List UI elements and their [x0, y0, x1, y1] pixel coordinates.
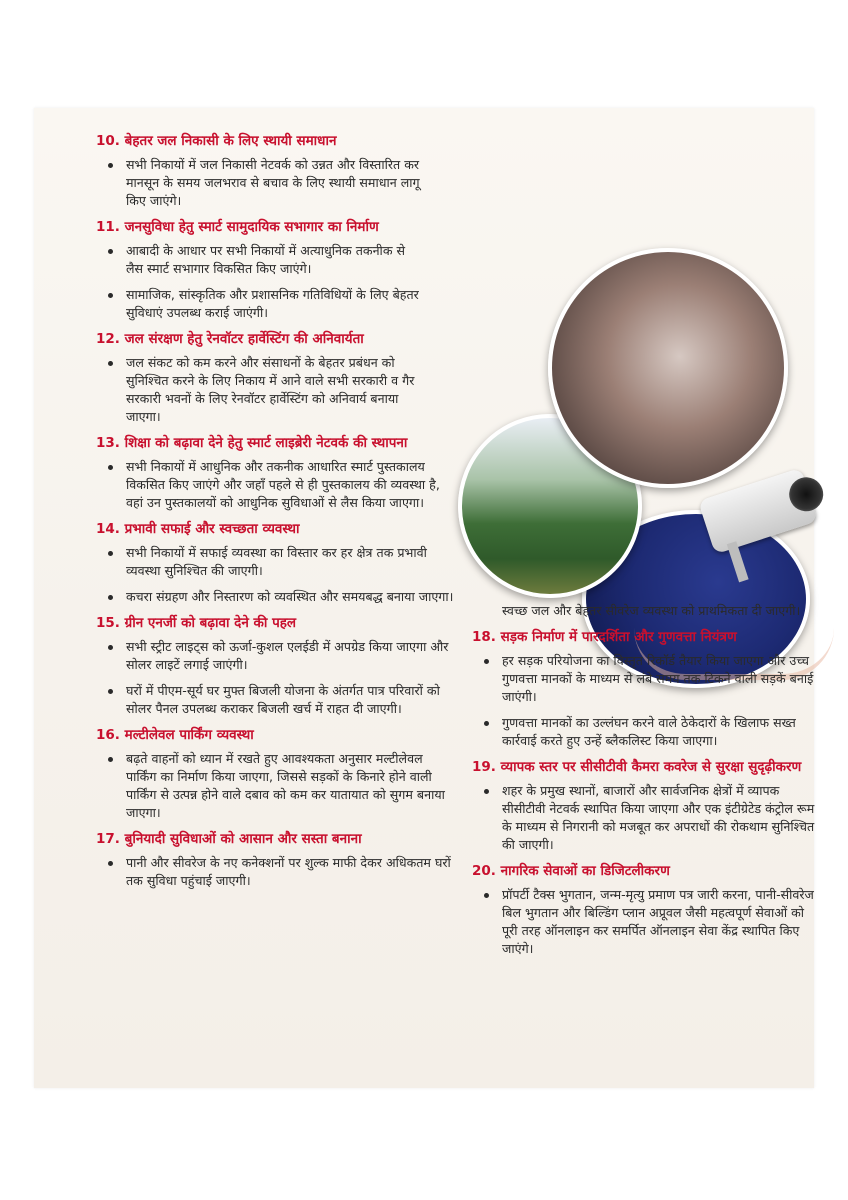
bullet-item: स्वच्छ जल और बेहतर सीवरेज व्यवस्था को प्राथमिकता दी जाएगी। — [502, 603, 801, 618]
bullet-item: प्रॉपर्टी टैक्स भुगतान, जन्म-मृत्यु प्रमाण पत्र जारी करना, पानी-सीवरेज बिल भुगतान और बिल्डिंग प्लान अप्रूवल जैसी महत्वपूर्ण सेवाओं को पूरी तरह ऑनलाइन कर समर्पित ऑनलाइन सेवा केंद्र स्थापित किए जाएंगे। — [472, 886, 822, 958]
bullet-item: कचरा संग्रहण और निस्तारण को व्यवस्थित और समयबद्ध बनाया जाएगा। — [96, 588, 456, 606]
bullet-item: घरों में पीएम-सूर्य घर मुफ्त बिजली योजना के अंतर्गत पात्र परिवारों को सोलर पैनल उपलब्ध कराकर बिजली खर्च में राहत दी जाएगी। — [96, 682, 456, 718]
bullet-item: बढ़ते वाहनों को ध्यान में रखते हुए आवश्यकता अनुसार मल्टीलेवल पार्किंग का निर्माण किया जाएगा, जिससे सड़कों के किनारे होने वाली पार्किंग से उत्पन्न होने वाले दबाव को कम कर यातायात को सुगम बनाया जाएगा। — [96, 750, 456, 822]
bullet-item: सामाजिक, सांस्कृतिक और प्रशासनिक गतिविधियों के लिए बेहतर सुविधाएं उपलब्ध कराई जाएंगी। — [96, 286, 426, 322]
bullet-item: गुणवत्ता मानकों का उल्लंघन करने वाले ठेकेदारों के खिलाफ सख्त कार्रवाई करते हुए उन्हें ब्लैकलिस्ट किया जाएगा। — [472, 714, 822, 750]
section-heading: 13. शिक्षा को बढ़ावा देने हेतु स्मार्ट लाइब्रेरी नेटवर्क की स्थापना — [96, 435, 408, 451]
bullet-item: सभी स्ट्रीट लाइट्स को ऊर्जा-कुशल एलईडी में अपग्रेड किया जाएगा और सोलर लाइटें लगाई जाएंगी। — [96, 638, 456, 674]
crowd-photo — [548, 248, 788, 488]
right-column — [472, 602, 824, 966]
section-heading: 10. बेहतर जल निकासी के लिए स्थायी समाधान — [96, 133, 337, 149]
section-heading: 14. प्रभावी सफाई और स्वच्छता व्यवस्था — [96, 521, 300, 537]
bullet-item: शहर के प्रमुख स्थानों, बाजारों और सार्वजनिक क्षेत्रों में व्यापक सीसीटीवी नेटवर्क स्थापित किया जाएगा और एक इंटीग्रेटेड कंट्रोल रूम के माध्यम से निगरानी को मजबूत कर अपराधों की रोकथाम सुनिश्चित की जाएगी। — [472, 782, 822, 854]
section-16 — [96, 726, 476, 822]
section-heading: 15. ग्रीन एनर्जी को बढ़ावा देने की पहल — [96, 615, 297, 631]
section-15 — [96, 614, 476, 718]
bullet-item: सभी निकायों में आधुनिक और तकनीक आधारित स्मार्ट पुस्तकालय विकसित किए जाएंगे और जहाँ पहले से ही पुस्तकालय की व्यवस्था है, वहां उन पुस्तकालयों को आधुनिक सुविधाओं से लैस किया जाएगा। — [96, 458, 456, 512]
section-heading: 16. मल्टीलेवल पार्किंग व्यवस्था — [96, 727, 254, 743]
section-heading: 18. सड़क निर्माण में पारदर्शिता और गुणवत्ता नियंत्रण — [472, 629, 737, 645]
section-heading: 17. बुनियादी सुविधाओं को आसान और सस्ता बनाना — [96, 831, 362, 847]
section-10 — [96, 132, 476, 210]
section-12 — [96, 330, 476, 426]
section-17 — [96, 830, 476, 890]
brochure-page — [34, 108, 814, 1088]
section-20 — [472, 862, 824, 958]
section-heading: 11. जनसुविधा हेतु स्मार्ट सामुदायिक सभागार का निर्माण — [96, 219, 379, 235]
section-14 — [96, 520, 476, 606]
section-18 — [472, 628, 824, 750]
bullet-item: जल संकट को कम करने और संसाधनों के बेहतर प्रबंधन को सुनिश्चित करने के लिए निकाय में आने वाले सभी सरकारी व गैर सरकारी भवनों के लिए रेनवॉटर हार्वेस्टिंग को अनिवार्य बनाया जाएगा। — [96, 354, 426, 426]
bullet-item: सभी निकायों में सफाई व्यवस्था का विस्तार कर हर क्षेत्र तक प्रभावी व्यवस्था सुनिश्चित की जाएगी। — [96, 544, 456, 580]
section-19 — [472, 758, 824, 854]
section-heading: 20. नागरिक सेवाओं का डिजिटलीकरण — [472, 863, 670, 879]
bullet-item: सभी निकायों में जल निकासी नेटवर्क को उन्नत और विस्तारित कर मानसून के समय जलभराव से बचाव के लिए स्थायी समाधान लागू किए जाएंगे। — [96, 156, 436, 210]
left-column — [96, 132, 476, 898]
bullet-item: पानी और सीवरेज के नए कनेक्शनों पर शुल्क माफी देकर अधिकतम घरों तक सुविधा पहुंचाई जाएगी। — [96, 854, 456, 890]
bullet-item: हर सड़क परियोजना का विस्तृत रिकॉर्ड तैयार किया जाएगा और उच्च गुणवत्ता मानकों के माध्यम से लंबे समय तक टिकने वाली सड़कें बनाई जाएंगी। — [472, 652, 822, 706]
section-13 — [96, 434, 476, 512]
section-heading: 19. व्यापक स्तर पर सीसीटीवी कैमरा कवरेज से सुरक्षा सुदृढ़ीकरण — [472, 759, 802, 775]
section-11 — [96, 218, 476, 322]
bullet-item: आबादी के आधार पर सभी निकायों में अत्याधुनिक तकनीक से लैस स्मार्ट सभागार विकसित किए जाएंगे। — [96, 242, 426, 278]
section-heading: 12. जल संरक्षण हेतु रेनवॉटर हार्वेस्टिंग की अनिवार्यता — [96, 331, 364, 347]
